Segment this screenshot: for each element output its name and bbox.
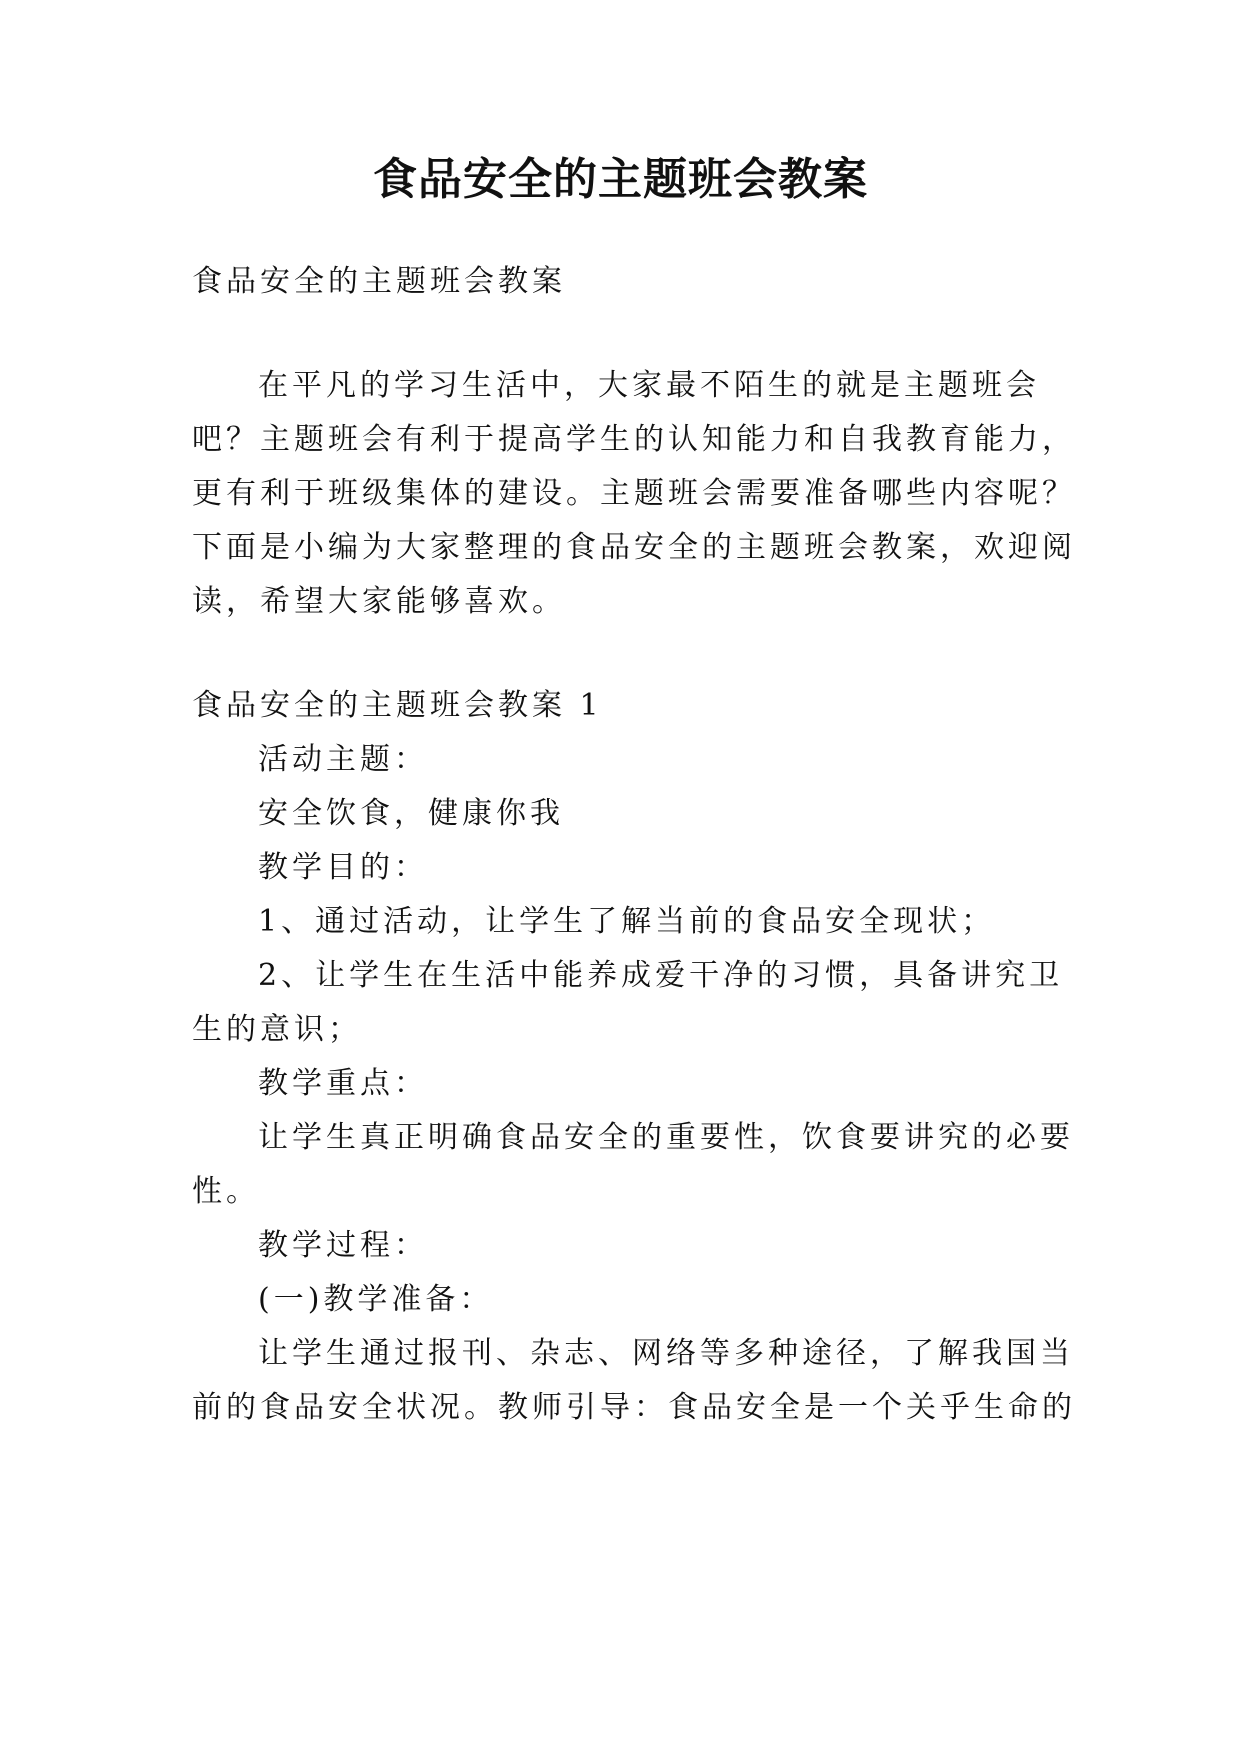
section-title: 食品安全的主题班会教案 1 — [192, 688, 603, 723]
document-subtitle: 食品安全的主题班会教案 — [192, 264, 566, 299]
body-line: 2、让学生在生活中能养成爱干净的习惯，具备讲究卫 — [258, 958, 1064, 993]
intro-line: 下面是小编为大家整理的食品安全的主题班会教案，欢迎阅 — [192, 530, 1076, 565]
body-line: 性。 — [192, 1174, 260, 1209]
body-line: (一)教学准备： — [258, 1282, 494, 1317]
body-line: 生的意识； — [192, 1012, 362, 1047]
body-line: 教学重点： — [258, 1066, 428, 1101]
body-line: 安全饮食，健康你我 — [258, 796, 564, 831]
body-line: 让学生真正明确食品安全的重要性，饮食要讲究的必要 — [258, 1120, 1074, 1155]
document-title: 食品安全的主题班会教案 — [373, 154, 868, 205]
intro-line: 在平凡的学习生活中，大家最不陌生的就是主题班会 — [258, 368, 1040, 403]
body-line: 1、通过活动，让学生了解当前的食品安全现状； — [258, 904, 996, 939]
intro-line: 更有利于班级集体的建设。主题班会需要准备哪些内容呢？ — [192, 476, 1076, 511]
body-line: 活动主题： — [258, 742, 428, 777]
body-line: 教学目的： — [258, 850, 428, 885]
body-line: 教学过程： — [258, 1228, 428, 1263]
body-line: 前的食品安全状况。教师引导：食品安全是一个关乎生命的 — [192, 1390, 1076, 1425]
body-line: 让学生通过报刊、杂志、网络等多种途径，了解我国当 — [258, 1336, 1074, 1371]
intro-line: 读，希望大家能够喜欢。 — [192, 584, 566, 619]
intro-line: 吧？主题班会有利于提高学生的认知能力和自我教育能力， — [192, 422, 1076, 457]
